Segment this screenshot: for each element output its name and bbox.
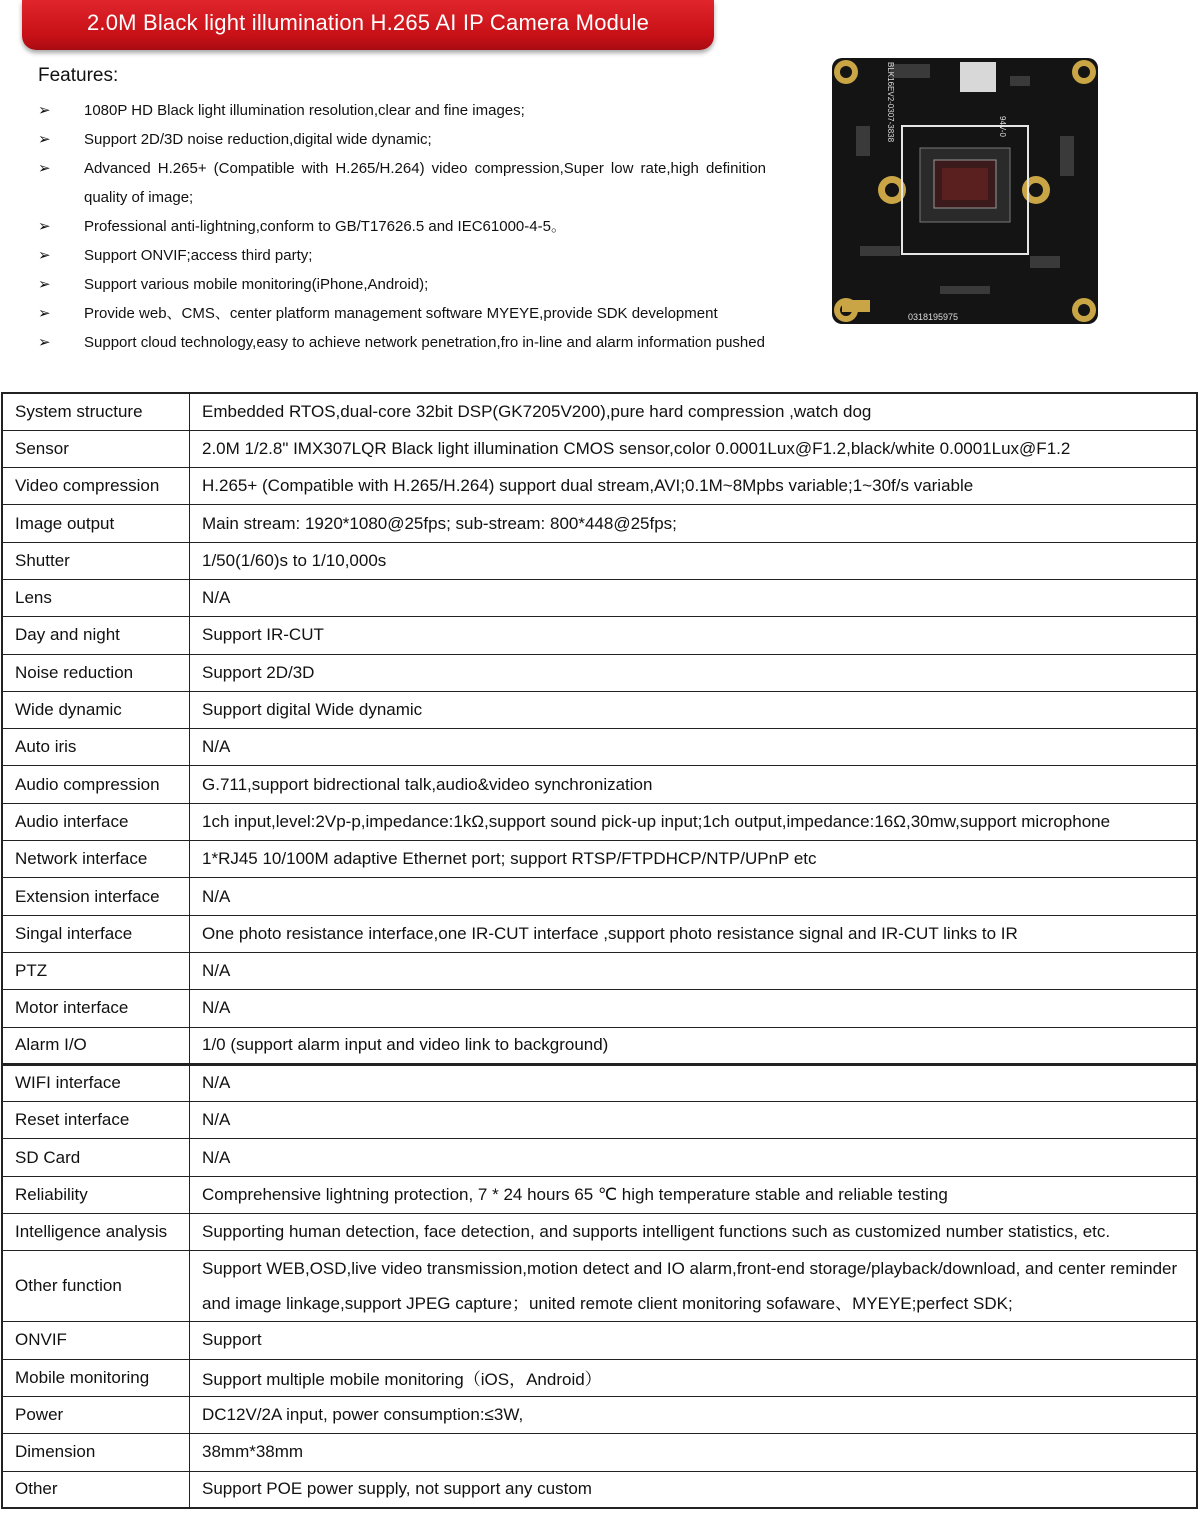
spec-label: Image output: [2, 505, 190, 542]
spec-value: N/A: [190, 579, 1198, 616]
spec-value: 1/50(1/60)s to 1/10,000s: [190, 542, 1198, 579]
spec-label: Dimension: [2, 1434, 190, 1471]
features-heading: Features:: [38, 65, 119, 86]
page-title: 2.0M Black light illumination H.265 AI IP Camera Module: [86, 10, 650, 35]
spec-label: Alarm I/O: [2, 1027, 190, 1064]
spec-label: Audio interface: [2, 803, 190, 840]
spec-value: 1*RJ45 10/100M adaptive Ethernet port; support RTSP/FTPDHCP/NTP/UPnP etc: [190, 841, 1198, 878]
spec-value: Support POE power supply, not support any custom: [190, 1471, 1198, 1508]
spec-label: Noise reduction: [2, 654, 190, 691]
spec-label: System structure: [2, 393, 190, 430]
arrow-bullet-icon: ➢: [38, 276, 51, 293]
spec-label: Wide dynamic: [2, 691, 190, 728]
spec-value: Support WEB,OSD,live video transmission,motion detect and IO alarm,front-end storage/playback/download, and center reminder and image linkage,support JPEG capture；united remote client monitoring sofaware、MYEYE;perfect SDK;: [190, 1251, 1198, 1322]
feature-item: ➢ Support various mobile monitoring(iPhone,Android);: [38, 270, 766, 299]
spec-label: Shutter: [2, 542, 190, 579]
camera-board-image: [830, 56, 1100, 326]
arrow-bullet-icon: ➢: [38, 160, 51, 177]
spec-label: Network interface: [2, 841, 190, 878]
spec-label: Other function: [2, 1251, 190, 1322]
spec-label: WIFI interface: [2, 1064, 190, 1101]
spec-row: [2, 505, 1197, 542]
arrow-bullet-icon: ➢: [38, 334, 51, 351]
spec-row: [2, 1064, 1197, 1101]
spec-label: Reliability: [2, 1176, 190, 1213]
spec-label: Video compression: [2, 468, 190, 505]
spec-label: Day and night: [2, 617, 190, 654]
spec-row: [2, 1322, 1197, 1359]
title-banner: [22, 0, 714, 50]
spec-row: [2, 878, 1197, 915]
spec-value: Supporting human detection, face detection, and supports intelligent functions such as customized number statistics, etc.: [190, 1214, 1198, 1251]
spec-label: Other: [2, 1471, 190, 1508]
board-silk-text: BLK16EV2-0307-3838: [886, 62, 895, 143]
spec-label: ONVIF: [2, 1322, 190, 1359]
arrow-bullet-icon: ➢: [38, 247, 51, 264]
feature-item: ➢ Advanced H.265+ (Compatible with H.265/H.264) video compression,Super low rate,high definition quality of image;: [38, 154, 766, 212]
board-silk-text: 94V-0: [998, 116, 1007, 137]
spec-label: SD Card: [2, 1139, 190, 1176]
spec-value: DC12V/2A input, power consumption:≤3W,: [190, 1396, 1198, 1433]
spec-row: [2, 803, 1197, 840]
spec-label: Intelligence analysis: [2, 1214, 190, 1251]
spec-label: Motor interface: [2, 990, 190, 1027]
spec-value: Support 2D/3D: [190, 654, 1198, 691]
arrow-bullet-icon: ➢: [38, 102, 51, 119]
spec-label: PTZ: [2, 952, 190, 989]
spec-value: Support digital Wide dynamic: [190, 691, 1198, 728]
spec-row: [2, 1214, 1197, 1251]
spec-row: [2, 1471, 1197, 1508]
spec-row: [2, 393, 1197, 430]
feature-item: ➢ 1080P HD Black light illumination resolution,clear and fine images;: [38, 96, 766, 125]
spec-row: [2, 1434, 1197, 1471]
spec-row: [2, 654, 1197, 691]
spec-row: [2, 542, 1197, 579]
spec-label: Singal interface: [2, 915, 190, 952]
spec-value: 1/0 (support alarm input and video link to background): [190, 1027, 1198, 1064]
spec-row: [2, 1139, 1197, 1176]
spec-label: Reset interface: [2, 1102, 190, 1139]
spec-value: G.711,support bidrectional talk,audio&video synchronization: [190, 766, 1198, 803]
board-serial-text: 0318195975: [908, 312, 959, 322]
feature-item: ➢ Support 2D/3D noise reduction,digital wide dynamic;: [38, 125, 766, 154]
spec-value: N/A: [190, 990, 1198, 1027]
arrow-bullet-icon: ➢: [38, 305, 51, 322]
spec-row: [2, 1027, 1197, 1064]
spec-row: [2, 468, 1197, 505]
spec-value: N/A: [190, 878, 1198, 915]
spec-value: N/A: [190, 952, 1198, 989]
spec-row: [2, 1396, 1197, 1433]
features-list: [38, 96, 766, 357]
spec-row: [2, 1176, 1197, 1213]
arrow-bullet-icon: ➢: [38, 218, 51, 235]
spec-value: Support IR-CUT: [190, 617, 1198, 654]
spec-value: 1ch input,level:2Vp-p,impedance:1kΩ,support sound pick-up input;1ch output,impedance:16Ω,30mw,support microphone: [190, 803, 1198, 840]
spec-row: [2, 841, 1197, 878]
spec-value: Comprehensive lightning protection, 7 * 24 hours 65 ℃ high temperature stable and reliable testing: [190, 1176, 1198, 1213]
spec-value: Support multiple mobile monitoring（iOS，Android）: [190, 1359, 1198, 1396]
spec-row: [2, 579, 1197, 616]
spec-row: [2, 952, 1197, 989]
spec-value: Support: [190, 1322, 1198, 1359]
spec-value: N/A: [190, 1064, 1198, 1101]
spec-label: Extension interface: [2, 878, 190, 915]
spec-label: Auto iris: [2, 729, 190, 766]
feature-item: ➢ Professional anti-lightning,conform to GB/T17626.5 and IEC61000-4-5。: [38, 212, 766, 241]
spec-table: [1, 392, 1198, 1509]
spec-row: [2, 617, 1197, 654]
spec-value: Main stream: 1920*1080@25fps; sub-stream: 800*448@25fps;: [190, 505, 1198, 542]
spec-value: 38mm*38mm: [190, 1434, 1198, 1471]
spec-label: Sensor: [2, 430, 190, 467]
spec-value: 2.0M 1/2.8" IMX307LQR Black light illumination CMOS sensor,color 0.0001Lux@F1.2,black/white 0.0001Lux@F1.2: [190, 430, 1198, 467]
spec-label: Lens: [2, 579, 190, 616]
arrow-bullet-icon: ➢: [38, 131, 51, 148]
spec-value: One photo resistance interface,one IR-CUT interface ,support photo resistance signal and IR-CUT links to IR: [190, 915, 1198, 952]
spec-row: [2, 1251, 1197, 1322]
spec-row: [2, 1102, 1197, 1139]
spec-row: [2, 430, 1197, 467]
spec-label: Audio compression: [2, 766, 190, 803]
spec-row: [2, 729, 1197, 766]
feature-item: ➢ Provide web、CMS、center platform management software MYEYE,provide SDK development: [38, 299, 766, 328]
spec-label: Power: [2, 1396, 190, 1433]
spec-label: Mobile monitoring: [2, 1359, 190, 1396]
spec-value: N/A: [190, 729, 1198, 766]
spec-row: [2, 915, 1197, 952]
spec-value: H.265+ (Compatible with H.265/H.264) support dual stream,AVI;0.1M~8Mpbs variable;1~30f/s variable: [190, 468, 1198, 505]
spec-row: [2, 990, 1197, 1027]
spec-row: [2, 691, 1197, 728]
spec-value: Embedded RTOS,dual-core 32bit DSP(GK7205V200),pure hard compression ,watch dog: [190, 393, 1198, 430]
feature-item: ➢ Support cloud technology,easy to achieve network penetration,fro in-line and alarm information pushed: [38, 328, 766, 357]
spec-value: N/A: [190, 1139, 1198, 1176]
spec-row: [2, 1359, 1197, 1396]
spec-value: N/A: [190, 1102, 1198, 1139]
feature-item: ➢ Support ONVIF;access third party;: [38, 241, 766, 270]
spec-row: [2, 766, 1197, 803]
